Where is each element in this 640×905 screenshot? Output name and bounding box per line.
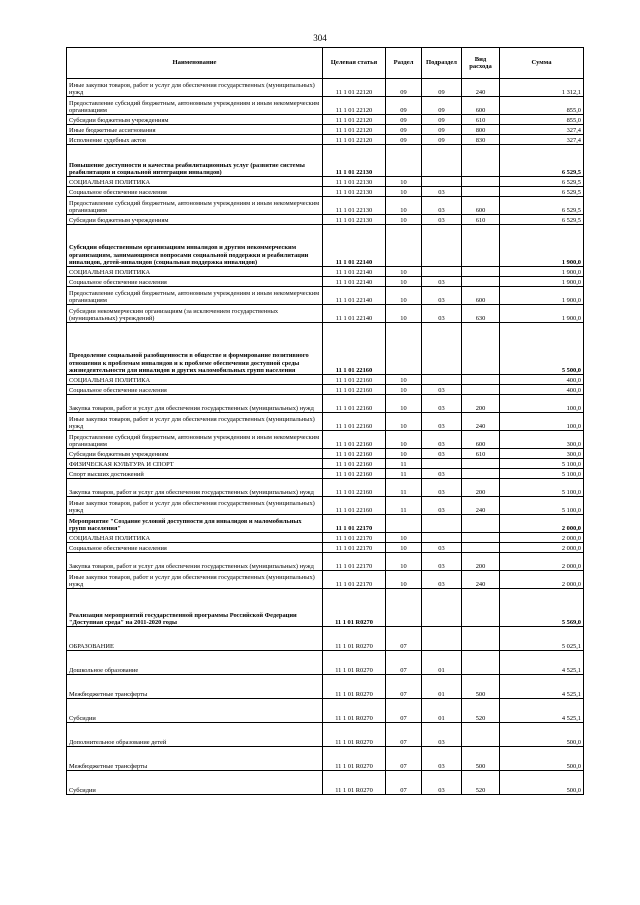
cell-name: Социальное обеспечение населения: [67, 277, 323, 287]
cell-name: Субсидии: [67, 771, 323, 795]
cell-name: Межбюджетные трансферты: [67, 747, 323, 771]
cell-subsection: 03: [422, 305, 462, 323]
cell-subsection: [422, 145, 462, 177]
cell-section: 10: [386, 431, 422, 449]
cell-section: 09: [386, 79, 422, 97]
cell-amount: 300,0: [500, 449, 584, 459]
table-row: [67, 79, 584, 97]
cell-section: [386, 225, 422, 267]
cell-amount: 5 500,0: [500, 323, 584, 375]
cell-section: 09: [386, 125, 422, 135]
cell-subsection: 03: [422, 497, 462, 515]
cell-amount: 4 525,1: [500, 675, 584, 699]
cell-target-article: 11 1 01 22120: [323, 97, 386, 115]
cell-name: Мероприятие "Создание условий доступности для инвалидов и маломобильных групп населения": [67, 515, 323, 533]
cell-name: Субсидии: [67, 699, 323, 723]
cell-name: ОБРАЗОВАНИЕ: [67, 627, 323, 651]
cell-name: Социальное обеспечение населения: [67, 187, 323, 197]
cell-section: 07: [386, 675, 422, 699]
cell-subsection: 03: [422, 747, 462, 771]
cell-name: Исполнение судебных актов: [67, 135, 323, 145]
cell-section: [386, 515, 422, 533]
cell-subsection: [422, 589, 462, 627]
table-header-row: [67, 48, 584, 79]
cell-target-article: 11 1 01 R0270: [323, 627, 386, 651]
table-row: [67, 197, 584, 215]
cell-expense-type: [462, 323, 500, 375]
cell-amount: 5 100,0: [500, 469, 584, 479]
cell-amount: 2 000,0: [500, 515, 584, 533]
cell-expense-type: [462, 277, 500, 287]
cell-target-article: 11 1 01 22130: [323, 145, 386, 177]
cell-target-article: 11 1 01 R0270: [323, 651, 386, 675]
cell-target-article: 11 1 01 22160: [323, 375, 386, 385]
table-row: [67, 277, 584, 287]
table-row: [67, 571, 584, 589]
cell-expense-type: 240: [462, 497, 500, 515]
cell-name: Закупка товаров, работ и услуг для обеспечения государственных (муниципальных) нужд: [67, 395, 323, 413]
cell-target-article: 11 1 01 22130: [323, 215, 386, 225]
cell-amount: 6 529,5: [500, 177, 584, 187]
cell-expense-type: 200: [462, 395, 500, 413]
table-row: [67, 97, 584, 115]
cell-subsection: 03: [422, 479, 462, 497]
cell-expense-type: 200: [462, 479, 500, 497]
cell-subsection: 09: [422, 135, 462, 145]
cell-amount: 2 000,0: [500, 571, 584, 589]
cell-name: Иные закупки товаров, работ и услуг для обеспечения государственных (муниципальных) нужд: [67, 497, 323, 515]
cell-amount: 400,0: [500, 385, 584, 395]
cell-target-article: 11 1 01 22120: [323, 135, 386, 145]
cell-subsection: 03: [422, 543, 462, 553]
cell-target-article: 11 1 01 22160: [323, 459, 386, 469]
cell-expense-type: [462, 375, 500, 385]
cell-subsection: 03: [422, 215, 462, 225]
cell-subsection: 01: [422, 675, 462, 699]
header-name: Наименование: [67, 48, 323, 79]
cell-amount: 1 900,0: [500, 225, 584, 267]
cell-amount: 855,0: [500, 115, 584, 125]
cell-name: Субсидии бюджетным учреждениям: [67, 449, 323, 459]
cell-section: [386, 323, 422, 375]
cell-section: 10: [386, 177, 422, 187]
cell-section: 07: [386, 627, 422, 651]
cell-expense-type: 500: [462, 747, 500, 771]
cell-section: 10: [386, 533, 422, 543]
cell-amount: 500,0: [500, 771, 584, 795]
cell-subsection: 03: [422, 431, 462, 449]
cell-name: Социальное обеспечение населения: [67, 385, 323, 395]
cell-expense-type: 240: [462, 571, 500, 589]
cell-amount: 1 900,0: [500, 287, 584, 305]
cell-amount: 327,4: [500, 125, 584, 135]
cell-amount: 2 000,0: [500, 553, 584, 571]
cell-section: 11: [386, 459, 422, 469]
cell-subsection: 03: [422, 277, 462, 287]
cell-subsection: 03: [422, 449, 462, 459]
cell-section: 10: [386, 277, 422, 287]
table-row: [67, 135, 584, 145]
cell-name: Субсидии общественным организациям инвалидов и другим некоммерческим организациям, занимающимся вопросами социальной поддержки и реабилитации инвалидов, детей-инвалидов (социальная поддержка инвалидов): [67, 225, 323, 267]
cell-section: 07: [386, 723, 422, 747]
cell-amount: 2 000,0: [500, 533, 584, 543]
cell-name: Реализация мероприятий государственной программы Российской Федерации "Доступная среда" на 2011-2020 годы: [67, 589, 323, 627]
cell-subsection: 03: [422, 187, 462, 197]
cell-expense-type: 600: [462, 97, 500, 115]
cell-expense-type: 600: [462, 431, 500, 449]
cell-target-article: 11 1 01 22120: [323, 115, 386, 125]
header-subsection: Подраздел: [422, 48, 462, 79]
cell-section: 09: [386, 115, 422, 125]
cell-name: Субсидии бюджетным учреждениям: [67, 215, 323, 225]
table-row: [67, 675, 584, 699]
cell-target-article: 11 1 01 22170: [323, 543, 386, 553]
table-row: [67, 125, 584, 135]
cell-subsection: 09: [422, 125, 462, 135]
cell-name: СОЦИАЛЬНАЯ ПОЛИТИКА: [67, 177, 323, 187]
cell-expense-type: 800: [462, 125, 500, 135]
cell-target-article: 11 1 01 22170: [323, 571, 386, 589]
cell-target-article: 11 1 01 22160: [323, 431, 386, 449]
table-row: [67, 413, 584, 431]
cell-amount: 1 900,0: [500, 267, 584, 277]
cell-amount: 6 529,5: [500, 145, 584, 177]
cell-expense-type: [462, 723, 500, 747]
cell-section: 10: [386, 287, 422, 305]
cell-target-article: 11 1 01 R0270: [323, 771, 386, 795]
cell-expense-type: [462, 385, 500, 395]
cell-amount: 500,0: [500, 723, 584, 747]
cell-amount: 100,0: [500, 413, 584, 431]
cell-section: 07: [386, 699, 422, 723]
cell-subsection: 03: [422, 469, 462, 479]
cell-subsection: 01: [422, 651, 462, 675]
cell-expense-type: [462, 589, 500, 627]
cell-subsection: [422, 533, 462, 543]
cell-target-article: 11 1 01 22160: [323, 497, 386, 515]
cell-target-article: 11 1 01 22130: [323, 187, 386, 197]
cell-subsection: 03: [422, 287, 462, 305]
cell-expense-type: [462, 177, 500, 187]
table-row: [67, 651, 584, 675]
table-row: [67, 225, 584, 267]
cell-amount: 4 525,1: [500, 699, 584, 723]
cell-subsection: 03: [422, 723, 462, 747]
table-row: [67, 187, 584, 197]
table-row: [67, 287, 584, 305]
cell-expense-type: [462, 533, 500, 543]
cell-section: 10: [386, 215, 422, 225]
cell-target-article: 11 1 01 22160: [323, 395, 386, 413]
cell-name: Закупка товаров, работ и услуг для обеспечения государственных (муниципальных) нужд: [67, 553, 323, 571]
cell-target-article: 11 1 01 22130: [323, 197, 386, 215]
cell-name: Иные закупки товаров, работ и услуг для обеспечения государственных (муниципальных) нужд: [67, 571, 323, 589]
cell-target-article: 11 1 01 R0270: [323, 747, 386, 771]
cell-expense-type: 830: [462, 135, 500, 145]
cell-expense-type: 610: [462, 449, 500, 459]
cell-section: 11: [386, 479, 422, 497]
cell-expense-type: 600: [462, 287, 500, 305]
table-row: [67, 533, 584, 543]
cell-name: Дополнительное образование детей: [67, 723, 323, 747]
cell-target-article: 11 1 01 22160: [323, 479, 386, 497]
cell-section: 10: [386, 395, 422, 413]
table-row: [67, 771, 584, 795]
table-row: [67, 449, 584, 459]
table-row: [67, 323, 584, 375]
cell-subsection: [422, 177, 462, 187]
cell-section: [386, 145, 422, 177]
table-row: [67, 385, 584, 395]
cell-section: 07: [386, 747, 422, 771]
table-row: [67, 699, 584, 723]
cell-expense-type: 520: [462, 699, 500, 723]
cell-target-article: 11 1 01 22120: [323, 125, 386, 135]
cell-amount: 500,0: [500, 747, 584, 771]
cell-target-article: 11 1 01 22160: [323, 469, 386, 479]
cell-expense-type: 200: [462, 553, 500, 571]
cell-expense-type: 610: [462, 215, 500, 225]
cell-amount: 6 529,5: [500, 187, 584, 197]
cell-section: 11: [386, 469, 422, 479]
cell-target-article: 11 1 01 22170: [323, 515, 386, 533]
cell-amount: 5 025,1: [500, 627, 584, 651]
table-row: [67, 469, 584, 479]
cell-expense-type: [462, 627, 500, 651]
cell-name: СОЦИАЛЬНАЯ ПОЛИТИКА: [67, 375, 323, 385]
cell-name: СОЦИАЛЬНАЯ ПОЛИТИКА: [67, 533, 323, 543]
table-row: [67, 305, 584, 323]
cell-amount: 6 529,5: [500, 197, 584, 215]
table-row: [67, 589, 584, 627]
cell-amount: 4 525,1: [500, 651, 584, 675]
cell-expense-type: 630: [462, 305, 500, 323]
cell-subsection: [422, 627, 462, 651]
cell-expense-type: 600: [462, 197, 500, 215]
cell-name: ФИЗИЧЕСКАЯ КУЛЬТУРА И СПОРТ: [67, 459, 323, 469]
cell-section: [386, 589, 422, 627]
cell-section: 10: [386, 197, 422, 215]
cell-section: 09: [386, 97, 422, 115]
cell-subsection: 03: [422, 771, 462, 795]
cell-amount: 300,0: [500, 431, 584, 449]
page-number: 304: [313, 33, 327, 43]
cell-section: 10: [386, 413, 422, 431]
cell-expense-type: [462, 515, 500, 533]
cell-amount: 1 900,0: [500, 277, 584, 287]
cell-name: Иные закупки товаров, работ и услуг для обеспечения государственных (муниципальных) нужд: [67, 79, 323, 97]
cell-section: 10: [386, 571, 422, 589]
cell-section: 10: [386, 187, 422, 197]
cell-amount: 5 100,0: [500, 479, 584, 497]
cell-subsection: 09: [422, 115, 462, 125]
cell-name: Субсидии некоммерческим организациям (за исключением государственных (муниципальных) учреждений): [67, 305, 323, 323]
header-section: Раздел: [386, 48, 422, 79]
table-row: [67, 177, 584, 187]
cell-subsection: 03: [422, 553, 462, 571]
cell-amount: 6 529,5: [500, 215, 584, 225]
header-expense-type: Вид расхода: [462, 48, 500, 79]
cell-expense-type: 520: [462, 771, 500, 795]
table-row: [67, 479, 584, 497]
cell-amount: 2 000,0: [500, 543, 584, 553]
cell-subsection: [422, 375, 462, 385]
cell-name: Иные закупки товаров, работ и услуг для обеспечения государственных (муниципальных) нужд: [67, 413, 323, 431]
cell-target-article: 11 1 01 R0270: [323, 589, 386, 627]
cell-expense-type: [462, 459, 500, 469]
cell-subsection: 03: [422, 395, 462, 413]
cell-expense-type: [462, 543, 500, 553]
cell-target-article: 11 1 01 22140: [323, 277, 386, 287]
cell-name: Предоставление субсидий бюджетным, автономным учреждениям и иным некоммерческим организациям: [67, 287, 323, 305]
cell-name: Закупка товаров, работ и услуг для обеспечения государственных (муниципальных) нужд: [67, 479, 323, 497]
cell-amount: 100,0: [500, 395, 584, 413]
cell-section: 10: [386, 305, 422, 323]
cell-name: Межбюджетные трансферты: [67, 675, 323, 699]
cell-subsection: [422, 267, 462, 277]
cell-subsection: 01: [422, 699, 462, 723]
cell-section: 07: [386, 651, 422, 675]
cell-expense-type: 610: [462, 115, 500, 125]
cell-target-article: 11 1 01 22170: [323, 553, 386, 571]
cell-target-article: 11 1 01 22170: [323, 533, 386, 543]
cell-section: 10: [386, 543, 422, 553]
cell-target-article: 11 1 01 22140: [323, 287, 386, 305]
cell-expense-type: 500: [462, 675, 500, 699]
cell-name: Преодоление социальной разобщенности в обществе и формирование позитивного отношения к проблемам инвалидов и к проблеме обеспечения доступной среды жизнедеятельности для инвалидов и других маломобильных групп населения: [67, 323, 323, 375]
cell-section: 10: [386, 385, 422, 395]
cell-section: 10: [386, 553, 422, 571]
cell-amount: 1 312,1: [500, 79, 584, 97]
cell-name: Предоставление субсидий бюджетным, автономным учреждениям и иным некоммерческим организациям: [67, 97, 323, 115]
cell-subsection: 03: [422, 197, 462, 215]
budget-table: [66, 47, 584, 795]
cell-name: Повышение доступности и качества реабилитационных услуг (развитие системы реабилитации и социальной интеграции инвалидов): [67, 145, 323, 177]
table-row: [67, 145, 584, 177]
cell-subsection: 03: [422, 385, 462, 395]
cell-subsection: [422, 323, 462, 375]
table-row: [67, 515, 584, 533]
table-row: [67, 543, 584, 553]
table-row: [67, 267, 584, 277]
cell-subsection: 03: [422, 413, 462, 431]
cell-section: 10: [386, 375, 422, 385]
cell-subsection: 03: [422, 571, 462, 589]
cell-subsection: [422, 459, 462, 469]
table-row: [67, 375, 584, 385]
cell-amount: 5 100,0: [500, 459, 584, 469]
cell-target-article: 11 1 01 22130: [323, 177, 386, 187]
cell-target-article: 11 1 01 22120: [323, 79, 386, 97]
cell-section: 07: [386, 771, 422, 795]
cell-name: Иные бюджетные ассигнования: [67, 125, 323, 135]
table-body: [67, 79, 584, 795]
cell-target-article: 11 1 01 22140: [323, 305, 386, 323]
cell-amount: 400,0: [500, 375, 584, 385]
table-row: [67, 497, 584, 515]
cell-amount: 1 900,0: [500, 305, 584, 323]
cell-name: Спорт высших достижений: [67, 469, 323, 479]
cell-expense-type: 240: [462, 79, 500, 97]
table-row: [67, 553, 584, 571]
cell-target-article: 11 1 01 22160: [323, 413, 386, 431]
cell-target-article: 11 1 01 R0270: [323, 699, 386, 723]
table-row: [67, 431, 584, 449]
cell-expense-type: [462, 225, 500, 267]
cell-expense-type: [462, 187, 500, 197]
table-row: [67, 747, 584, 771]
table-row: [67, 215, 584, 225]
table-row: [67, 395, 584, 413]
cell-name: Дошкольное образование: [67, 651, 323, 675]
cell-subsection: [422, 515, 462, 533]
table-row: [67, 723, 584, 747]
cell-amount: 855,0: [500, 97, 584, 115]
cell-amount: 5 100,0: [500, 497, 584, 515]
cell-amount: 327,4: [500, 135, 584, 145]
cell-name: Предоставление субсидий бюджетным, автономным учреждениям и иным некоммерческим организациям: [67, 431, 323, 449]
cell-section: 11: [386, 497, 422, 515]
table-row: [67, 459, 584, 469]
table-row: [67, 627, 584, 651]
cell-section: 10: [386, 449, 422, 459]
cell-name: Субсидии бюджетным учреждениям: [67, 115, 323, 125]
cell-name: Предоставление субсидий бюджетным, автономным учреждениям и иным некоммерческим организациям: [67, 197, 323, 215]
cell-target-article: 11 1 01 22140: [323, 225, 386, 267]
cell-expense-type: [462, 145, 500, 177]
cell-target-article: 11 1 01 R0270: [323, 675, 386, 699]
header-target-article: Целевая статья: [323, 48, 386, 79]
cell-target-article: 11 1 01 22160: [323, 449, 386, 459]
cell-target-article: 11 1 01 22160: [323, 323, 386, 375]
cell-subsection: 09: [422, 97, 462, 115]
cell-section: 10: [386, 267, 422, 277]
cell-name: СОЦИАЛЬНАЯ ПОЛИТИКА: [67, 267, 323, 277]
cell-amount: 5 569,0: [500, 589, 584, 627]
cell-target-article: 11 1 01 22160: [323, 385, 386, 395]
cell-name: Социальное обеспечение населения: [67, 543, 323, 553]
cell-target-article: 11 1 01 22140: [323, 267, 386, 277]
cell-expense-type: [462, 267, 500, 277]
table-row: [67, 115, 584, 125]
cell-subsection: [422, 225, 462, 267]
cell-target-article: 11 1 01 R0270: [323, 723, 386, 747]
cell-expense-type: 240: [462, 413, 500, 431]
cell-expense-type: [462, 469, 500, 479]
cell-expense-type: [462, 651, 500, 675]
header-amount: Сумма: [500, 48, 584, 79]
cell-section: 09: [386, 135, 422, 145]
cell-subsection: 09: [422, 79, 462, 97]
